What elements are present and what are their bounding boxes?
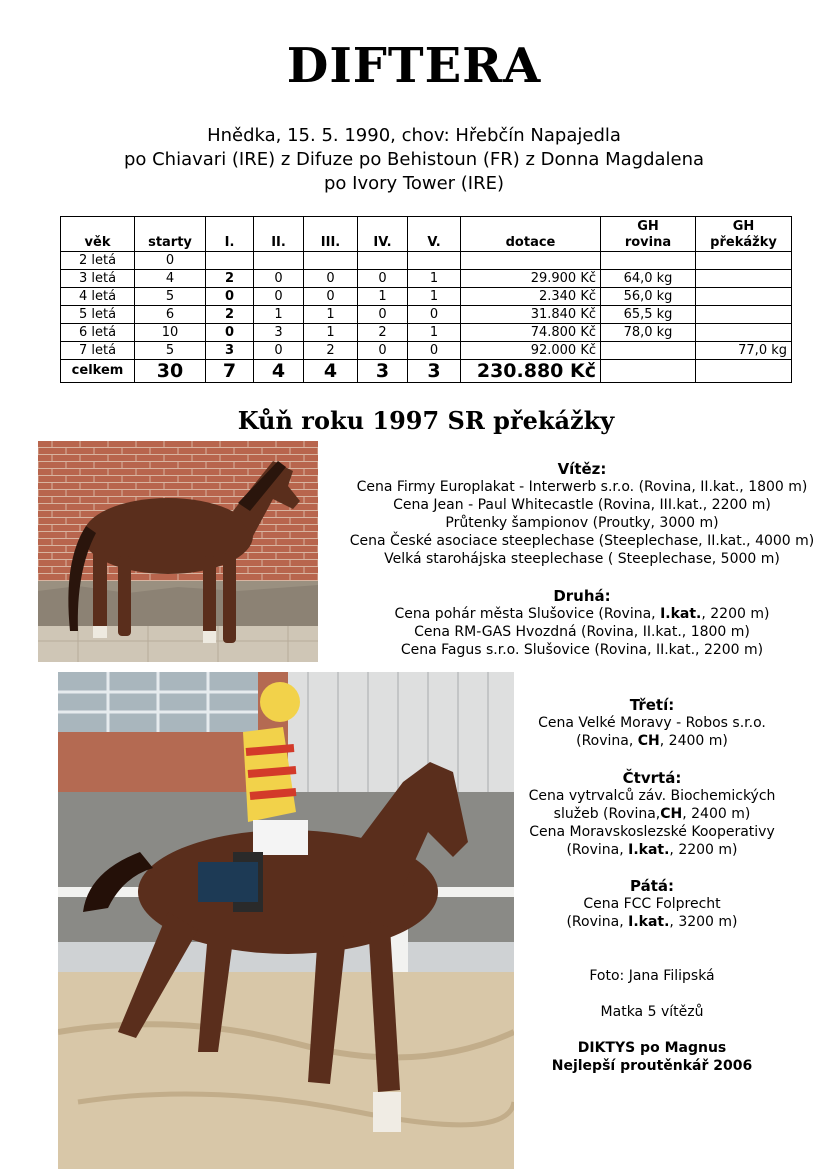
table-cell bbox=[206, 252, 254, 270]
fifth-line: Cena FCC Folprecht bbox=[583, 896, 721, 912]
gh-flat-bottom: rovina bbox=[624, 235, 672, 250]
table-cell: 0 bbox=[254, 288, 304, 306]
table-cell: celkem bbox=[61, 360, 135, 383]
table-cell bbox=[696, 306, 792, 324]
table-cell: 0 bbox=[304, 270, 358, 288]
table-cell: 0 bbox=[358, 270, 408, 288]
table-row bbox=[61, 252, 792, 270]
table-cell: 74.800 Kč bbox=[461, 324, 601, 342]
table-cell: 56,0 kg bbox=[601, 288, 696, 306]
pedigree bbox=[0, 124, 828, 196]
table-cell: 6 letá bbox=[61, 324, 135, 342]
wins-section bbox=[318, 460, 828, 568]
table-cell bbox=[601, 342, 696, 360]
table-cell: 7 letá bbox=[61, 342, 135, 360]
table-cell: 1 bbox=[254, 306, 304, 324]
table-cell: 2.340 Kč bbox=[461, 288, 601, 306]
fourth-heading: Čtvrtá: bbox=[622, 769, 682, 787]
col-header-gh-jumps bbox=[696, 217, 792, 252]
fourth-line: (Rovina, I.kat., 2200 m) bbox=[566, 842, 738, 858]
gh-jumps-top: GH bbox=[732, 219, 755, 234]
table-cell bbox=[601, 360, 696, 383]
table-row bbox=[61, 324, 792, 342]
fourth-line: Cena Moravskoslezské Kooperativy bbox=[529, 824, 775, 840]
offspring-line-1: DIKTYS po Magnus bbox=[577, 1040, 727, 1056]
col-header-4th: IV. bbox=[358, 217, 408, 252]
table-cell: 10 bbox=[135, 324, 206, 342]
second-item: Cena Fagus s.r.o. Slušovice (Rovina, II.kat., 2200 m) bbox=[400, 642, 764, 658]
gh-flat-top: GH bbox=[637, 219, 659, 234]
fifth-line: (Rovina, I.kat., 3200 m) bbox=[566, 914, 738, 930]
pedigree-line-2: po Chiavari (IRE) z Difuze po Behistoun (FR) z Donna Magdalena bbox=[123, 149, 705, 170]
col-header-age: věk bbox=[61, 217, 135, 252]
table-cell: 0 bbox=[408, 342, 461, 360]
win-item: Průtenky šampionov (Proutky, 3000 m) bbox=[445, 515, 719, 531]
col-header-starts: starty bbox=[135, 217, 206, 252]
third-section bbox=[514, 696, 790, 750]
table-cell: 78,0 kg bbox=[601, 324, 696, 342]
page-title: DIFTERA bbox=[286, 38, 542, 94]
table-cell: 6 bbox=[135, 306, 206, 324]
gh-jumps-bottom: překážky bbox=[710, 235, 777, 250]
col-header-gh-flat bbox=[601, 217, 696, 252]
third-line: (Rovina, CH, 2400 m) bbox=[576, 733, 728, 749]
award-title: Kůň roku 1997 SR překážky bbox=[237, 406, 615, 435]
table-cell: 3 bbox=[254, 324, 304, 342]
table-cell: 92.000 Kč bbox=[461, 342, 601, 360]
table-cell: 1 bbox=[408, 288, 461, 306]
table-cell: 0 bbox=[254, 270, 304, 288]
win-item: Cena České asociace steeplechase (Steeplechase, II.kat., 4000 m) bbox=[349, 533, 815, 549]
table-cell: 1 bbox=[304, 306, 358, 324]
table-cell bbox=[601, 252, 696, 270]
table-cell bbox=[696, 288, 792, 306]
table-cell: 4 bbox=[254, 360, 304, 383]
table-cell: 4 bbox=[304, 360, 358, 383]
table-cell: 5 bbox=[135, 288, 206, 306]
win-item: Cena Jean - Paul Whitecastle (Rovina, III.kat., 2200 m) bbox=[393, 497, 771, 513]
table-cell: 77,0 kg bbox=[696, 342, 792, 360]
second-section bbox=[318, 587, 828, 659]
table-cell: 7 bbox=[206, 360, 254, 383]
table-cell bbox=[358, 252, 408, 270]
table-cell bbox=[696, 360, 792, 383]
table-cell bbox=[696, 270, 792, 288]
table-cell: 3 letá bbox=[61, 270, 135, 288]
table-cell: 4 letá bbox=[61, 288, 135, 306]
table-cell: 4 bbox=[135, 270, 206, 288]
table-cell bbox=[696, 252, 792, 270]
win-item: Velká starohájska steeplechase ( Steeplechase, 5000 m) bbox=[384, 551, 780, 567]
photo-credit: Foto: Jana Filipská bbox=[589, 968, 715, 984]
pedigree-line-3: po Ivory Tower (IRE) bbox=[323, 173, 504, 194]
race-stats-table bbox=[60, 216, 792, 383]
second-heading: Druhá: bbox=[553, 587, 611, 605]
table-cell bbox=[254, 252, 304, 270]
fourth-section bbox=[514, 769, 790, 859]
table-row bbox=[61, 288, 792, 306]
table-cell: 5 letá bbox=[61, 306, 135, 324]
table-cell: 1 bbox=[304, 324, 358, 342]
table-cell bbox=[696, 324, 792, 342]
table-cell: 230.880 Kč bbox=[461, 360, 601, 383]
col-header-prize: dotace bbox=[461, 217, 601, 252]
table-cell: 5 bbox=[135, 342, 206, 360]
table-row bbox=[61, 306, 792, 324]
table-cell: 2 bbox=[206, 306, 254, 324]
horse-racing-photo bbox=[58, 672, 514, 1169]
table-cell: 3 bbox=[408, 360, 461, 383]
table-cell: 29.900 Kč bbox=[461, 270, 601, 288]
table-cell: 0 bbox=[254, 342, 304, 360]
table-cell bbox=[461, 252, 601, 270]
table-cell: 1 bbox=[408, 270, 461, 288]
table-cell: 0 bbox=[358, 342, 408, 360]
col-header-2nd: II. bbox=[254, 217, 304, 252]
wins-heading: Vítěz: bbox=[557, 460, 607, 478]
table-cell: 2 bbox=[358, 324, 408, 342]
fourth-line: Cena vytrvalců záv. Biochemických bbox=[528, 788, 776, 804]
table-cell bbox=[408, 252, 461, 270]
second-item: Cena pohár města Slušovice (Rovina, I.kat., 2200 m) bbox=[394, 606, 770, 622]
col-header-5th: V. bbox=[408, 217, 461, 252]
pedigree-line-1: Hnědka, 15. 5. 1990, chov: Hřebčín Napajedla bbox=[207, 125, 621, 146]
table-total-row bbox=[61, 360, 792, 383]
table-cell bbox=[304, 252, 358, 270]
table-cell: 0 bbox=[135, 252, 206, 270]
table-cell: 0 bbox=[358, 306, 408, 324]
table-cell: 65,5 kg bbox=[601, 306, 696, 324]
table-cell: 64,0 kg bbox=[601, 270, 696, 288]
offspring-note bbox=[514, 1039, 790, 1075]
horse-standing-photo bbox=[38, 441, 318, 662]
table-cell: 0 bbox=[206, 288, 254, 306]
table-cell: 0 bbox=[206, 324, 254, 342]
table-cell: 0 bbox=[408, 306, 461, 324]
table-cell: 2 letá bbox=[61, 252, 135, 270]
offspring-line-2: Nejlepší proutěnkář 2006 bbox=[551, 1058, 753, 1074]
table-cell: 31.840 Kč bbox=[461, 306, 601, 324]
table-row bbox=[61, 270, 792, 288]
table-row bbox=[61, 342, 792, 360]
col-header-1st: I. bbox=[206, 217, 254, 252]
col-header-3rd: III. bbox=[304, 217, 358, 252]
fifth-section bbox=[514, 877, 790, 931]
table-cell: 2 bbox=[304, 342, 358, 360]
fourth-line: služeb (Rovina,CH, 2400 m) bbox=[553, 806, 751, 822]
dam-note: Matka 5 vítězů bbox=[600, 1004, 704, 1020]
table-cell: 3 bbox=[206, 342, 254, 360]
third-line: Cena Velké Moravy - Robos s.r.o. bbox=[538, 715, 766, 731]
table-cell: 1 bbox=[358, 288, 408, 306]
table-cell: 3 bbox=[358, 360, 408, 383]
table-cell: 30 bbox=[135, 360, 206, 383]
table-cell: 0 bbox=[304, 288, 358, 306]
third-heading: Třetí: bbox=[629, 696, 675, 714]
table-cell: 1 bbox=[408, 324, 461, 342]
table-cell: 2 bbox=[206, 270, 254, 288]
fifth-heading: Pátá: bbox=[629, 877, 674, 895]
win-item: Cena Firmy Europlakat - Interwerb s.r.o. (Rovina, II.kat., 1800 m) bbox=[356, 479, 808, 495]
table-header-row bbox=[61, 217, 792, 252]
second-item: Cena RM-GAS Hvozdná (Rovina, II.kat., 1800 m) bbox=[414, 624, 750, 640]
